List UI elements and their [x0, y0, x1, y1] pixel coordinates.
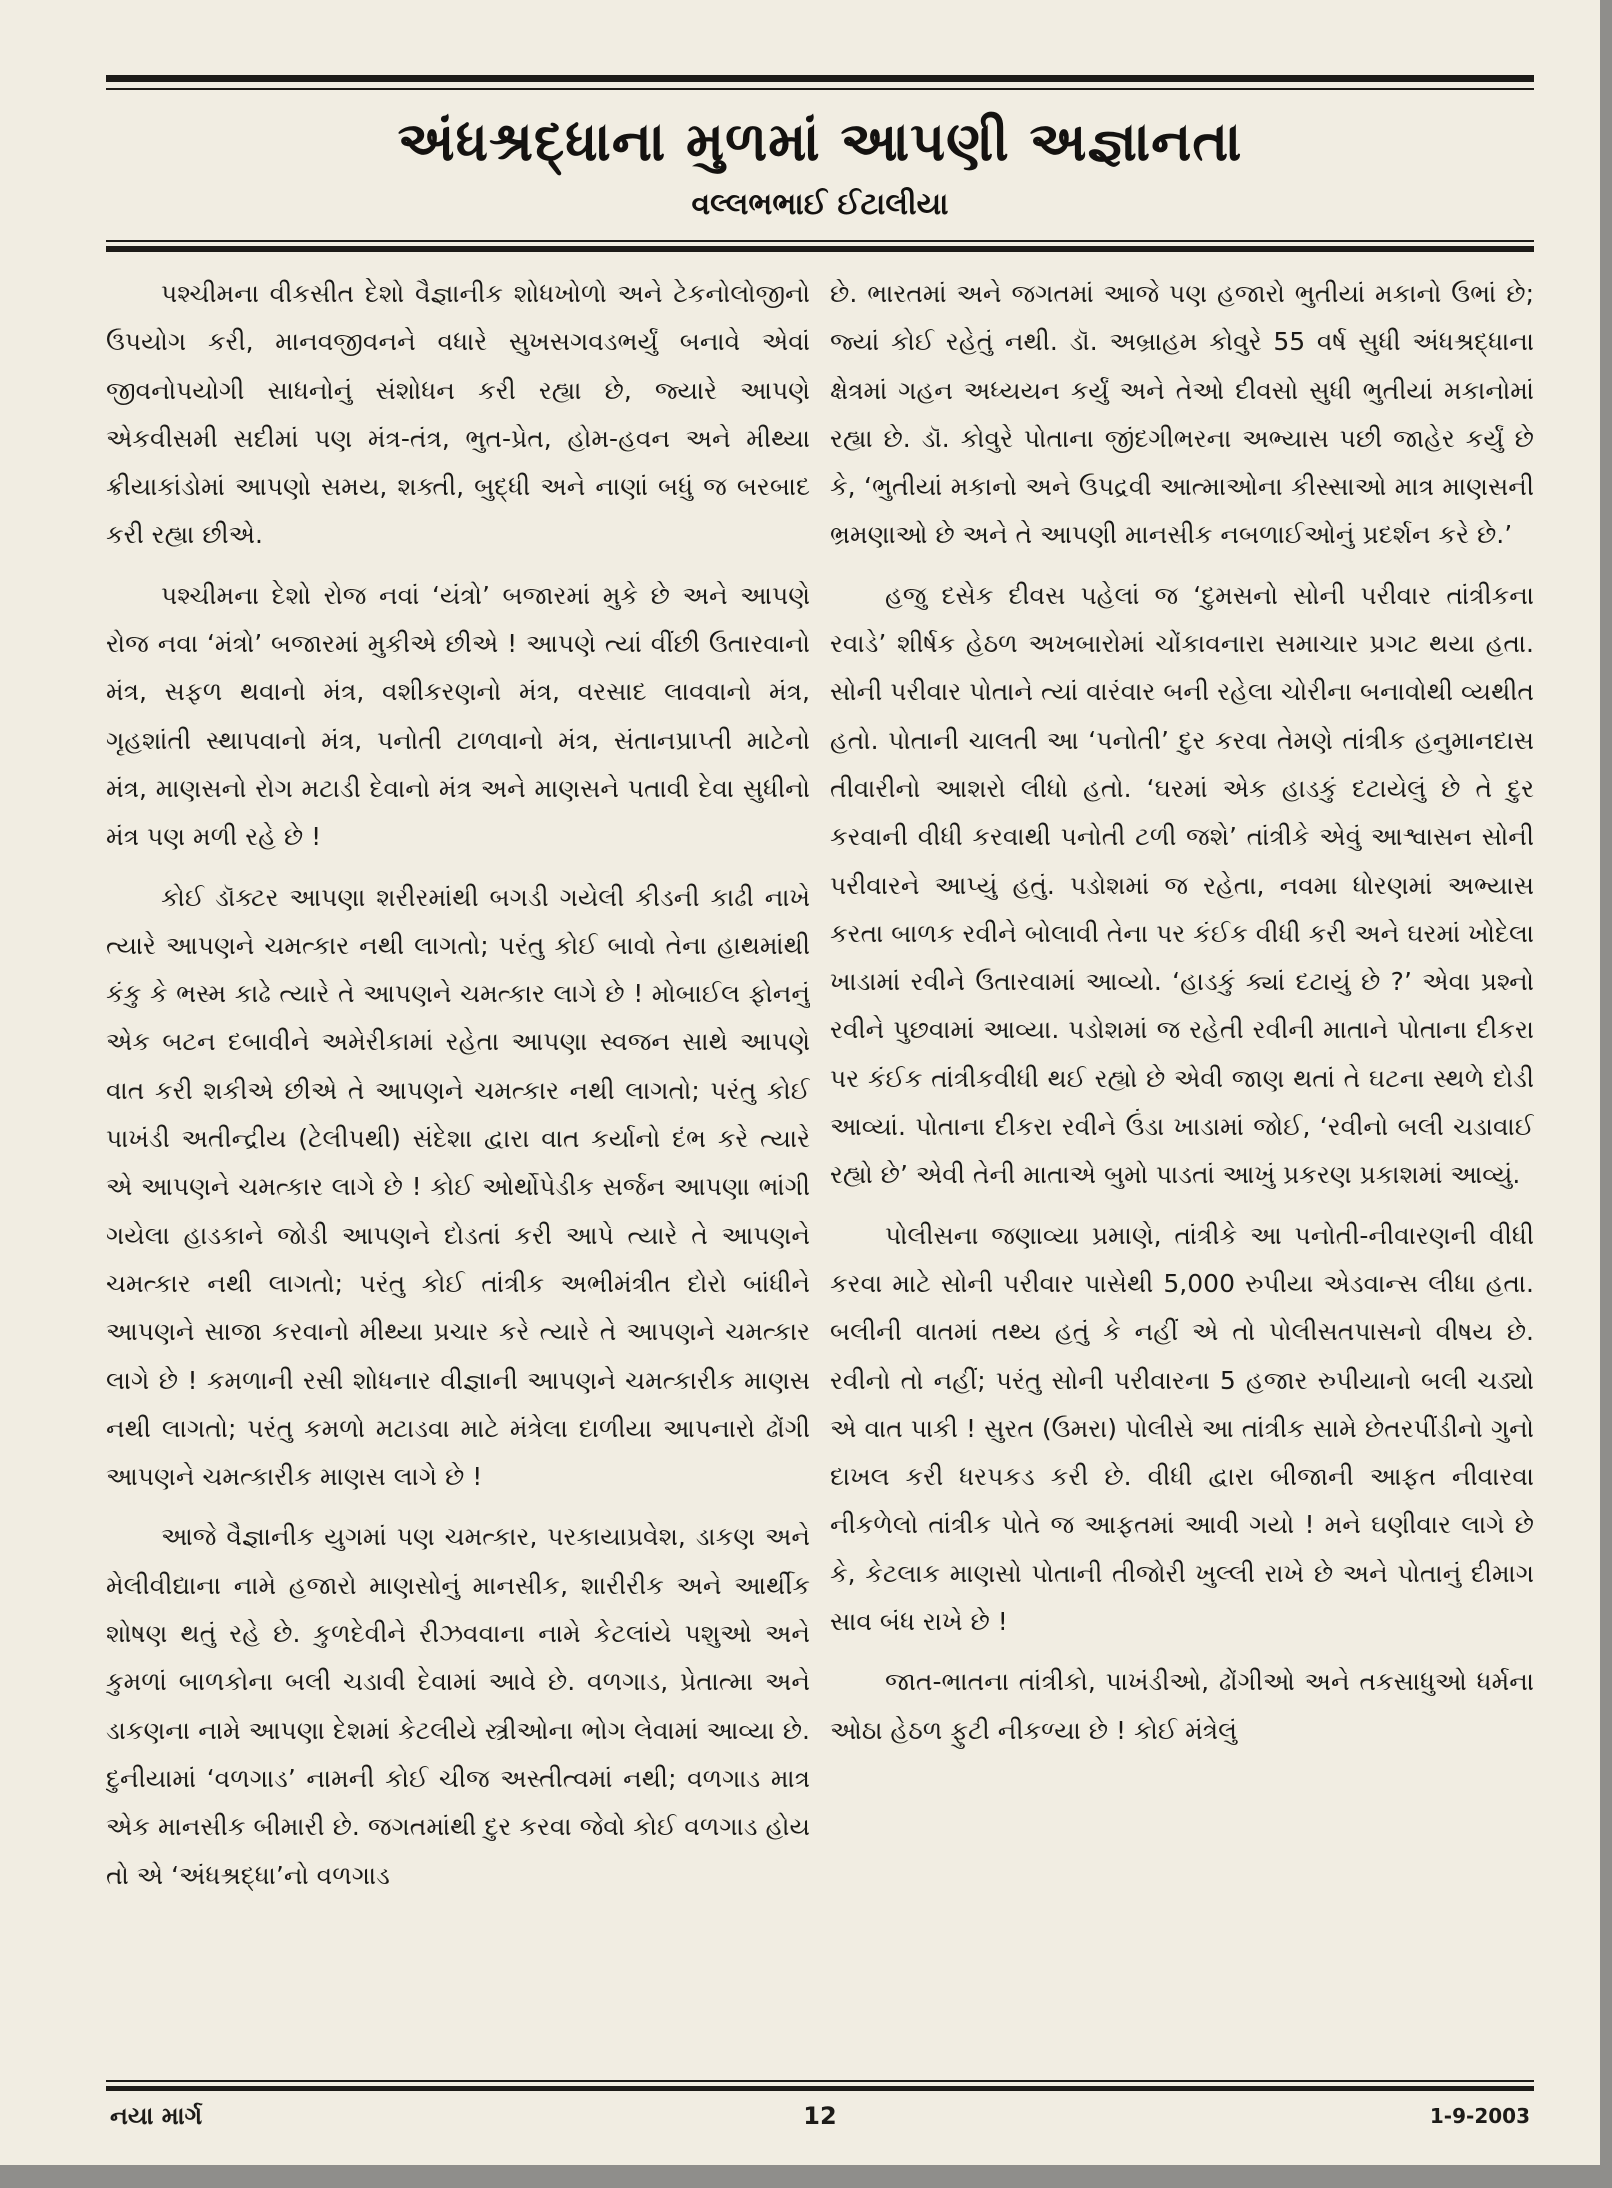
- issue-date: 1-9-2003: [1429, 2104, 1530, 2128]
- publication-name: નયા માર્ગ: [110, 2102, 203, 2130]
- footer-rule-thin: [106, 2080, 1534, 2082]
- page-number: 12: [803, 2102, 837, 2130]
- header-rule-thin: [106, 240, 1534, 242]
- paragraph: કોઈ ડૉક્ટર આપણા શરીરમાંથી બગડી ગયેલી કીડની કાઢી નાખે ત્યારે આપણને ચમત્કાર નથી લાગતો; પરંતુ કોઈ બાવો તેના હાથમાંથી કંકુ કે ભસ્મ કાઢે ત્યારે તે આપણને ચમત્કાર લાગે છે ! મોબાઈલ ફોનનું એક બટન દબાવીને અમેરીકામાં રહેતા આપણા સ્વજન સાથે આપણે વાત કરી શકીએ છીએ તે આપણને ચમત્કાર નથી લાગતો; પરંતુ કોઈ પાખંડી અતીન્દ્રીય (ટેલીપથી) સંદેશા દ્વારા વાત કર્યાનો દંભ કરે ત્યારે એ આપણને ચમત્કાર લાગે છે ! કોઈ ઓર્થોપેડીક સર્જન આપણા ભાંગી ગયેલા હાડકાને જોડી આપણને દોડતાં કરી આપે ત્યારે તે આપણને ચમત્કાર નથી લાગતો; પરંતુ કોઈ તાંત્રીક અભીમંત્રીત દોરો બાંધીને આપણને સાજા કરવાનો મીથ્યા પ્રચાર કરે ત્યારે તે આપણને ચમત્કાર લાગે છે ! કમળાની રસી શોધનાર વીજ્ઞાની આપણને ચમત્કારીક માણસ નથી લાગતો; પરંતુ કમળો મટાડવા માટે મંત્રેલા દાળીયા આપનારો ઢોંગી આપણને ચમત્કારીક માણસ લાગે છે !: [106, 882, 810, 1492]
- paragraph: જાત-ભાતના તાંત્રીકો, પાખંડીઓ, ઢોંગીઓ અને તકસાધુઓ ધર્મના ઓઠા હેઠળ ફુટી નીકળ્યા છે ! કોઈ મંત્રેલું: [830, 1667, 1534, 1745]
- paragraph: હજુ દસેક દીવસ પહેલાં જ ‘દુમસનો સોની પરીવાર તાંત્રીકના રવાડે’ શીર્ષક હેઠળ અખબારોમાં ચોંકાવનારા સમાચાર પ્રગટ થયા હતા. સોની પરીવાર પોતાને ત્યાં વારંવાર બની રહેલા ચોરીના બનાવોથી વ્યથીત હતો. પોતાની ચાલતી આ ‘પનોતી’ દુર કરવા તેમણે તાંત્રીક હનુમાનદાસ તીવારીનો આશરો લીધો હતો. ‘ઘરમાં એક હાડકું દટાયેલું છે તે દુર કરવાની વીધી કરવાથી પનોતી ટળી જશે’ તાંત્રીકે એવું આશ્વાસન સોની પરીવારને આપ્યું હતું. પડોશમાં જ રહેતા, નવમા ધોરણમાં અભ્યાસ કરતા બાળક રવીને બોલાવી તેના પર કંઈક વીધી કરી અને ઘરમાં ખોદેલા ખાડામાં રવીને ઉતારવામાં આવ્યો. ‘હાડકું ક્યાં દટાયું છે ?’ એવા પ્રશ્નો રવીને પુછવામાં આવ્યા. પડોશમાં જ રહેતી રવીની માતાને પોતાના દીકરા પર કંઈક તાંત્રીકવીધી થઈ રહ્યો છે એવી જાણ થતાં તે ઘટના સ્થળે દોડી આવ્યાં. પોતાના દીકરા રવીને ઉંડા ખાડામાં જોઈ, ‘રવીનો બલી ચડાવાઈ રહ્યો છે’ એવી તેની માતાએ બુમો પાડતાં આખું પ્રકરણ પ્રકાશમાં આવ્યું.: [830, 580, 1534, 1190]
- paragraph: પશ્ચીમના દેશો રોજ નવાં ‘યંત્રો’ બજારમાં મુકે છે અને આપણે રોજ નવા ‘મંત્રો’ બજારમાં મુકીએ છીએ ! આપણે ત્યાં વીંછી ઉતારવાનો મંત્ર, સફળ થવાનો મંત્ર, વશીકરણનો મંત્ર, વરસાદ લાવવાનો મંત્ર, ગૃહશાંતી સ્થાપવાનો મંત્ર, પનોતી ટાળવાનો મંત્ર, સંતાનપ્રાપ્તી માટેનો મંત્ર, માણસનો રોગ મટાડી દેવાનો મંત્ર અને માણસને પતાવી દેવા સુધીનો મંત્ર પણ મળી રહે છે !: [106, 580, 810, 852]
- top-rule-thick: [106, 75, 1534, 82]
- article-author: વલ્લભભાઈ ઈટાલીયા: [691, 187, 949, 222]
- paragraph: પોલીસના જણાવ્યા પ્રમાણે, તાંત્રીકે આ પનોતી-નીવારણની વીધી કરવા માટે સોની પરીવાર પાસેથી 5,000 રુપીયા એડવાન્સ લીધા હતા. બલીની વાતમાં તથ્ય હતું કે નહીં એ તો પોલીસતપાસનો વીષય છે. રવીનો તો નહીં; પરંતુ સોની પરીવારના 5 હજાર રુપીયાનો બલી ચડ્યો એ વાત પાકી ! સુરત (ઉમરા) પોલીસે આ તાંત્રીક સામે છેતરપીંડીનો ગુનો દાખલ કરી ધરપકડ કરી છે. વીધી દ્વારા બીજાની આફત નીવારવા નીકળેલો તાંત્રીક પોતે જ આફતમાં આવી ગયો ! મને ઘણીવાર લાગે છે કે, કેટલાક માણસો પોતાની તીજોરી ખુલ્લી રાખે છે અને પોતાનું દીમાગ સાવ બંધ રાખે છે !: [830, 1220, 1534, 1637]
- footer-rule-thick: [106, 2086, 1534, 2091]
- header-rule-thick: [106, 246, 1534, 252]
- paragraph-continued: છે. ભારતમાં અને જગતમાં આજે પણ હજારો ભુતીયાં મકાનો ઉભાં છે; જ્યાં કોઈ રહેતું નથી. ડૉ. અબ્રાહમ કોવુરે 55 વર્ષ સુધી અંધશ્રદ્ધાના ક્ષેત્રમાં ગહન અધ્યયન કર્યું અને તેઓ દીવસો સુધી ભુતીયાં મકાનોમાં રહ્યા છે. ડૉ. કોવુરે પોતાના જીંદગીભરના અભ્યાસ પછી જાહેર કર્યું છે કે, ‘ભુતીયાં મકાનો અને ઉપદ્રવી આત્માઓના કીસ્સાઓ માત્ર માણસની ભ્રમણાઓ છે અને તે આપણી માનસીક નબળાઈઓનું પ્રદર્શન કરે છે.’: [830, 279, 1534, 550]
- article-title: અંધશ્રદ્ધાના મુળમાં આપણી અજ્ઞાનતા: [397, 110, 1243, 173]
- right-column: [830, 270, 1534, 2070]
- left-column: [106, 270, 810, 2070]
- paragraph: પશ્ચીમના વીકસીત દેશો વૈજ્ઞાનીક શોધખોળો અને ટેકનોલોજીનો ઉપયોગ કરી, માનવજીવનને વધારે સુખસગવડભર્યું બનાવે એવાં જીવનોપયોગી સાધનોનું સંશોધન કરી રહ્યા છે, જ્યારે આપણે એકવીસમી સદીમાં પણ મંત્ર-તંત્ર, ભુત-પ્રેત, હોમ-હવન અને મીથ્યા ક્રીયાકાંડોમાં આપણો સમય, શક્તી, બુદ્ધી અને નાણાં બધું જ બરબાદ કરી રહ્યા છીએ.: [106, 279, 810, 550]
- top-rule-thin: [106, 88, 1534, 90]
- paragraph: આજે વૈજ્ઞાનીક યુગમાં પણ ચમત્કાર, પરકાયાપ્રવેશ, ડાકણ અને મેલીવીદ્યાના નામે હજારો માણસોનું માનસીક, શારીરીક અને આર્થીક શોષણ થતું રહે છે. કુળદેવીને રીઝવવાના નામે કેટલાંયે પશુઓ અને કુમળાં બાળકોના બલી ચડાવી દેવામાં આવે છે. વળગાડ, પ્રેતાત્મા અને ડાકણના નામે આપણા દેશમાં કેટલીયે સ્ત્રીઓના ભોગ લેવામાં આવ્યા છે. દુનીયામાં ‘વળગાડ’ નામની કોઈ ચીજ અસ્તીત્વમાં નથી; વળગાડ માત્ર એક માનસીક બીમારી છે. જગતમાંથી દુર કરવા જેવો કોઈ વળગાડ હોય તો એ ‘અંધશ્રદ્ધા’નો વળગાડ: [106, 1522, 810, 1890]
